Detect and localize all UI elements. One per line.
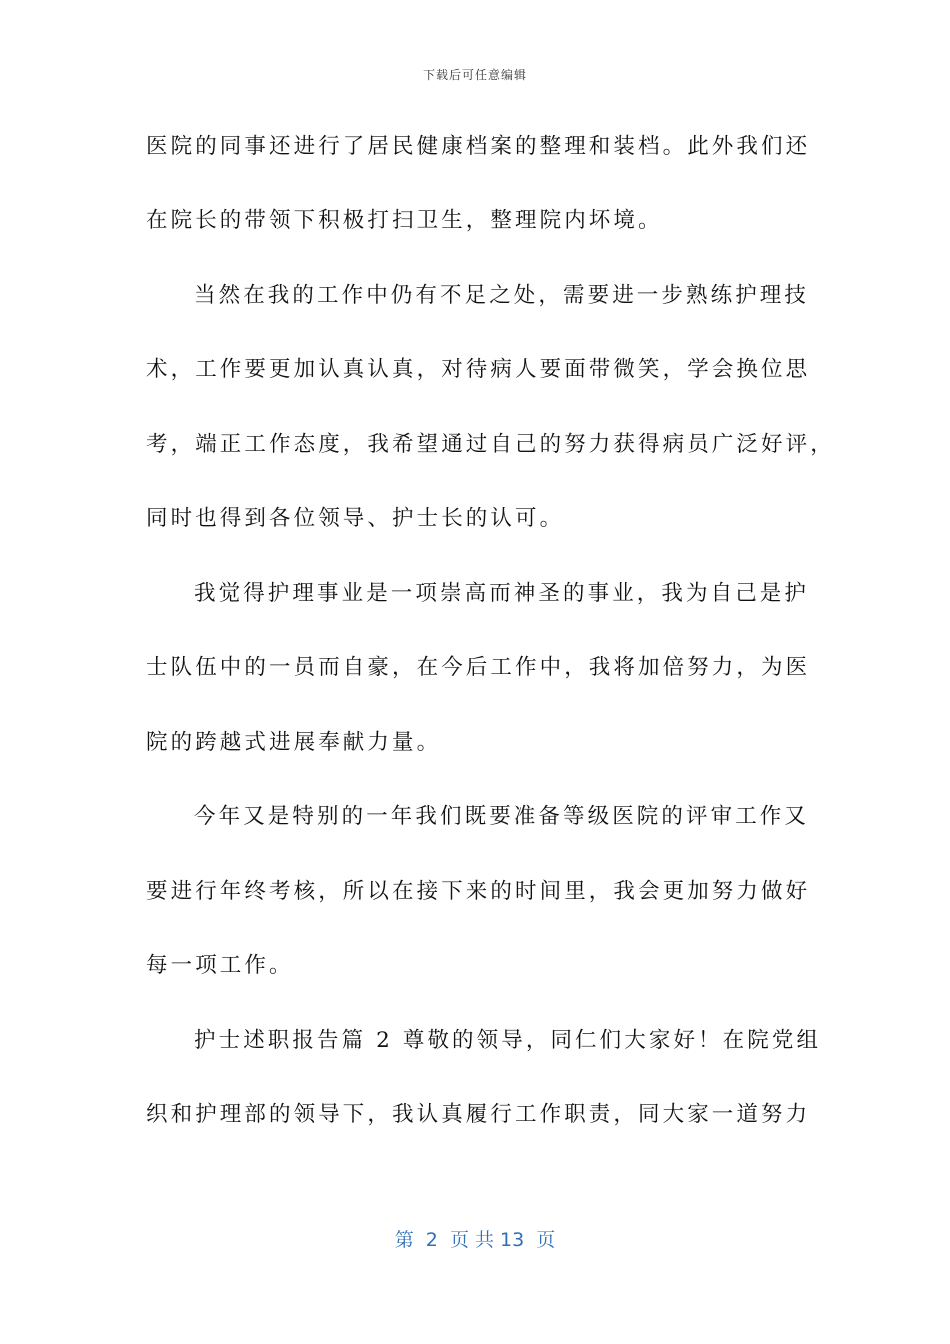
body-line: 同时也得到各位领导、护士长的认可。: [146, 506, 565, 531]
page-number-footer: 第 2 页 共 13 页: [394, 1229, 556, 1251]
body-line: 每一项工作。: [146, 953, 294, 978]
body-line: 护士述职报告篇 2 尊敬的领导，同仁们大家好！在院党组: [194, 1028, 822, 1053]
body-line: 院的跨越式进展奉献力量。: [146, 730, 442, 755]
body-line: 在院长的带领下积极打扫卫生，整理院内坏境。: [146, 208, 663, 233]
body-line: 我觉得护理事业是一项崇高而神圣的事业，我为自己是护: [194, 581, 810, 606]
body-line: 织和护理部的领导下，我认真履行工作职责，同大家一道努力: [146, 1102, 811, 1127]
body-line: 术，工作要更加认真认真，对待病人要面带微笑，学会换位思: [146, 357, 811, 382]
body-line: 医院的同事还进行了居民健康档案的整理和装档。此外我们还: [146, 134, 811, 159]
body-line: 当然在我的工作中仍有不足之处，需要进一步熟练护理技: [194, 283, 810, 308]
body-line: 士队伍中的一员而自豪，在今后工作中，我将加倍努力，为医: [146, 655, 811, 680]
header-note: 下载后可任意编辑: [422, 68, 527, 82]
body-line: 考，端正工作态度，我希望通过自己的努力获得病员广泛好评，: [146, 432, 835, 457]
body-line: 今年又是特别的一年我们既要准备等级医院的评审工作又: [194, 804, 810, 829]
body-line: 要进行年终考核，所以在接下来的时间里，我会更加努力做好: [146, 879, 811, 904]
